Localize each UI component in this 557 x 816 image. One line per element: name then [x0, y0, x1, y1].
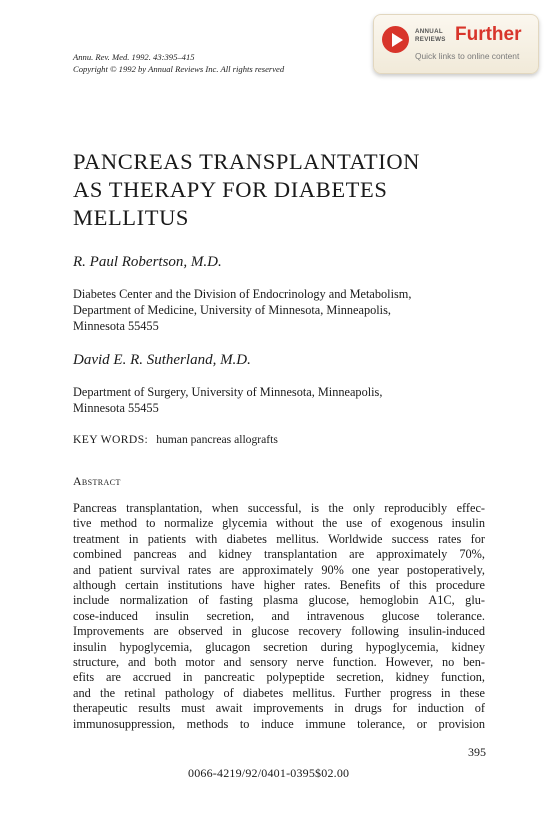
abstract-line: efits are accrued in pancreatic polypeptide secretion, kidney function,: [73, 670, 485, 685]
author-affiliation: Diabetes Center and the Division of Endocrinology and Metabolism, Department of Medicine, University of Minnesota, Minneapolis, Minnesota 55455: [73, 287, 412, 333]
badge-subtitle: Quick links to online content: [415, 51, 520, 61]
abstract-line: and patient survival rates are approximately 90% one year postoperatively,: [73, 562, 485, 577]
author-name: R. Paul Robertson, M.D.: [73, 254, 222, 270]
keywords-label: KEY WORDS:: [73, 433, 149, 446]
article-code: 0066-4219/92/0401-0395$02.00: [188, 766, 350, 780]
abstract-heading: Abstract: [73, 474, 121, 488]
page-number: 395: [468, 745, 486, 759]
abstract-text: [73, 501, 485, 732]
copyright-notice: Copyright © 1992 by Annual Reviews Inc. All rights reserved: [73, 63, 285, 74]
badge-brand: ANNUAL REVIEWS: [415, 28, 446, 43]
abstract-line: Pancreas transplantation, when successful, is the only reproducibly effec-: [73, 501, 485, 515]
journal-citation: Annu. Rev. Med. 1992. 43:395–415: [73, 52, 195, 62]
abstract-line: Improvements are observed in glucose recovery following insulin-induced: [73, 624, 485, 639]
annual-reviews-logo-icon: [382, 26, 409, 53]
abstract-line: therapeutic results must await improvements in drugs for induction of: [73, 701, 485, 716]
author-affiliation: Department of Surgery, University of Minnesota, Minneapolis, Minnesota 55455: [73, 385, 383, 415]
abstract-line: and the retinal pathology of diabetes mellitus. Further progress in these: [73, 685, 485, 700]
title-line: MELLITUS: [73, 205, 190, 230]
abstract-line: cose-induced insulin secretion, and intravenous glucose tolerance.: [73, 608, 485, 623]
article-title: [73, 148, 420, 232]
abstract-line: structure, and both motor and sensory nerve function. However, no ben-: [73, 655, 485, 670]
keywords-value: human pancreas allografts: [156, 433, 278, 446]
abstract-line: insulin hypoglycemia, glucagon secretion during hypoglycemia, kidney: [73, 639, 485, 654]
abstract-line: although certain institutions have higher rates. Benefits of this procedure: [73, 578, 485, 593]
title-line: AS THERAPY FOR DIABETES: [73, 177, 388, 202]
abstract-line: immunosuppression, methods to induce immune tolerance, or provision: [73, 716, 485, 731]
abstract-line: treatment in patients with diabetes mellitus. Worldwide success rates for: [73, 531, 485, 546]
journal-reference: [73, 52, 284, 75]
title-line: PANCREAS TRANSPLANTATION: [73, 149, 421, 174]
abstract-line: tive method to normalize glycemia without the use of exogenous insulin: [73, 516, 485, 531]
author-name: David E. R. Sutherland, M.D.: [73, 352, 251, 368]
abstract-line: combined pancreas and kidney transplantation are approximately 70%,: [73, 547, 485, 562]
further-badge[interactable]: [373, 14, 539, 74]
badge-further-label: Further: [455, 24, 522, 45]
abstract-line: include normalization of fasting plasma glucose, hemoglobin A1C, glu-: [73, 593, 485, 608]
keywords: [73, 433, 278, 446]
